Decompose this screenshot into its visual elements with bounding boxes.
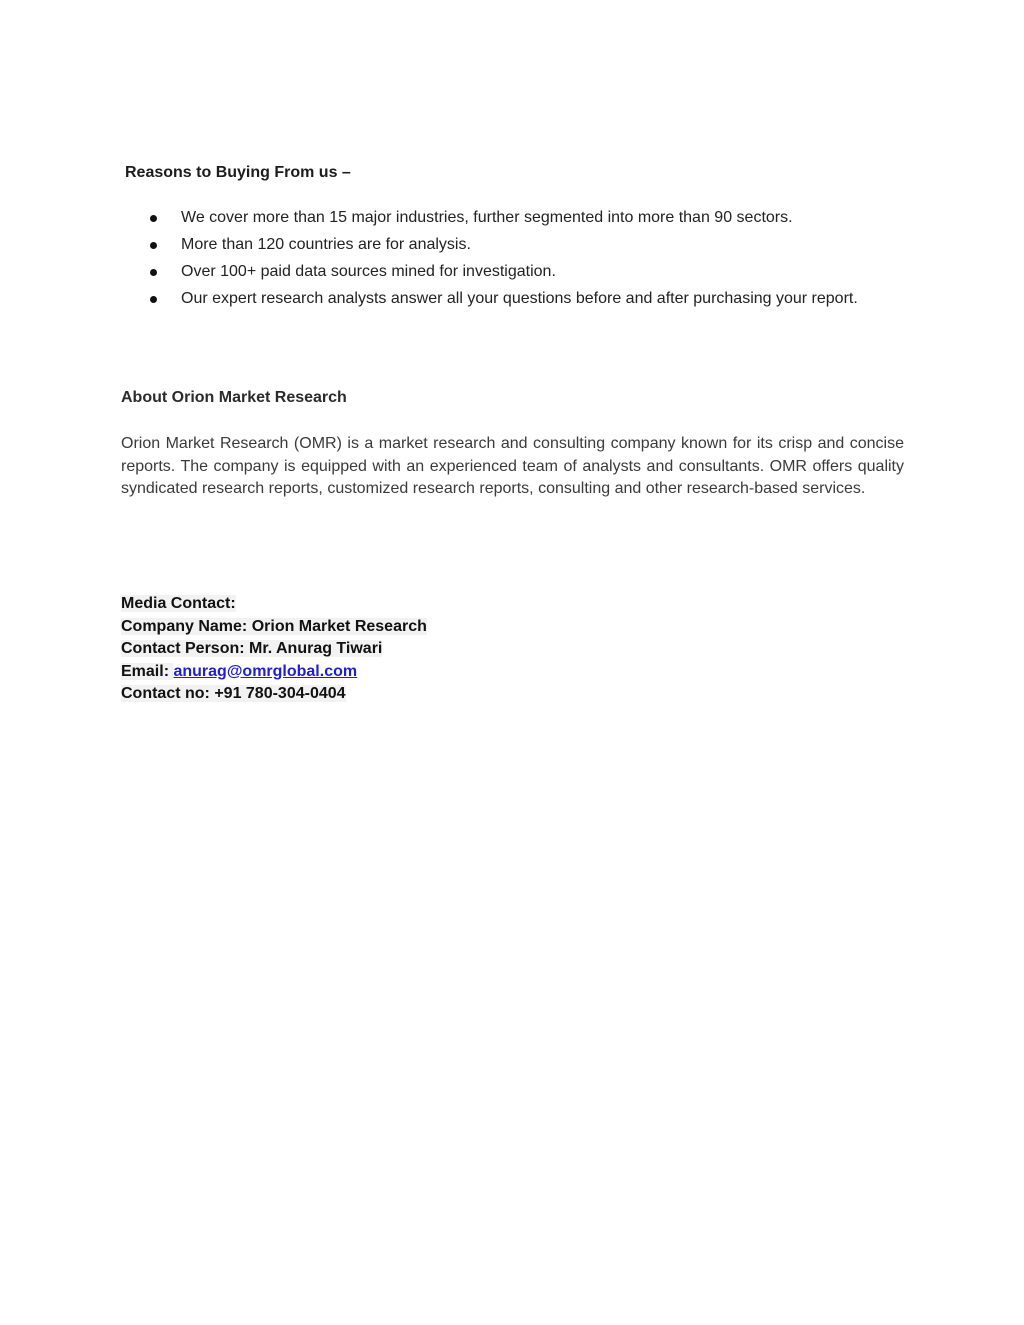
list-item <box>150 233 930 260</box>
bullet-icon <box>150 242 157 249</box>
company-name: Company Name: Orion Market Research <box>121 617 427 635</box>
bullet-icon <box>150 269 157 276</box>
reasons-heading: Reasons to Buying From us – <box>125 164 351 181</box>
contact-person-line <box>121 638 427 661</box>
media-contact-title: Media Contact: <box>121 595 236 612</box>
about-heading: About Orion Market Research <box>121 389 347 406</box>
list-item <box>150 260 930 287</box>
media-contact-title-line <box>121 593 427 616</box>
email-link[interactable]: anurag@omrglobal.com <box>173 662 358 680</box>
email-label: Email: <box>121 662 174 680</box>
list-item <box>150 287 930 314</box>
reasons-list <box>150 206 930 314</box>
list-item-text: Over 100+ paid data sources mined for investigation. <box>181 263 556 280</box>
contact-number: Contact no: +91 780-304-0404 <box>121 685 346 702</box>
contact-person: Contact Person: Mr. Anurag Tiwari <box>121 640 383 657</box>
list-item-text: More than 120 countries are for analysis. <box>181 236 471 253</box>
contact-number-line <box>121 683 427 706</box>
about-paragraph: Orion Market Research (OMR) is a market research and consulting company known for its crisp and concise reports. The company is equipped with an experienced team of analysts and consultants. OMR offers quality syndicated research reports, customized research reports, consulting and other research-based services. <box>121 435 904 497</box>
email-line <box>121 661 427 684</box>
bullet-icon <box>150 296 157 303</box>
company-name-line <box>121 616 427 639</box>
media-contact-block <box>121 593 427 706</box>
list-item <box>150 206 930 233</box>
bullet-icon <box>150 215 157 222</box>
list-item-text: We cover more than 15 major industries, further segmented into more than 90 sectors. <box>181 209 793 226</box>
list-item-text: Our expert research analysts answer all your questions before and after purchasing your report. <box>181 290 858 307</box>
